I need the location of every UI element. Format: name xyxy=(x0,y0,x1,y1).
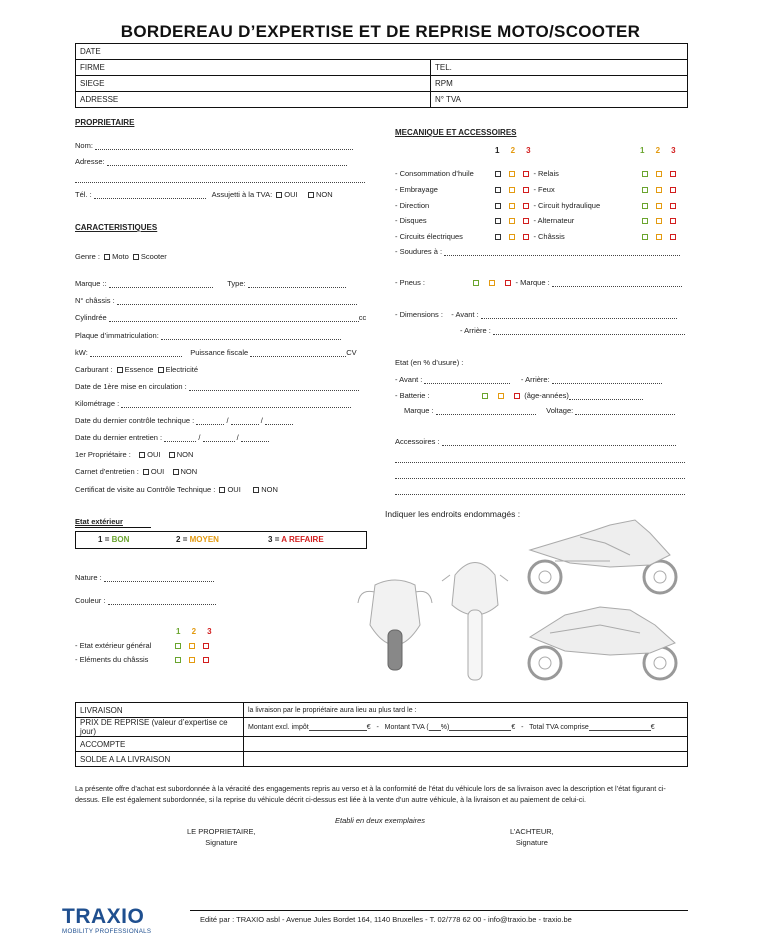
mecanique-left-list xyxy=(395,166,600,245)
tva-non-checkbox[interactable] xyxy=(308,192,314,198)
batterie-3-checkbox[interactable] xyxy=(514,393,520,399)
clause-text: La présente offre d’achat est subordonnée à la véracité des engagements repris au verso et à la conformité de l’état du véhicule lors de sa livraison avec la description et l’état figurant ci-dessus. Elle est également subordonnée, si la reprise du véhicule décrit ci-dessus est liée à la vente d’un autre véhicule, à la livraison et au paiement de celui-ci. xyxy=(75,784,666,804)
moto-checkbox[interactable] xyxy=(104,254,110,260)
oui-label: OUI xyxy=(284,190,298,199)
scooter-label: Scooter xyxy=(140,252,167,261)
rating-2-checkbox[interactable] xyxy=(656,234,662,240)
chassis-input[interactable] xyxy=(117,297,357,305)
premier-non-checkbox[interactable] xyxy=(169,452,175,458)
batterie-label: - Batterie : xyxy=(395,391,430,400)
moto-side-view-bottom-icon xyxy=(529,607,676,679)
accessoires-input-4[interactable] xyxy=(395,487,685,495)
rating-1-checkbox[interactable] xyxy=(495,171,501,177)
mecanique-item-right: - Circuit hydraulique xyxy=(533,200,601,210)
mecanique-item-right: - Feux xyxy=(533,184,555,194)
prix-cell: PRIX DE REPRISE (valeur d’expertise ce jour) xyxy=(76,718,244,737)
rating-3-checkbox[interactable] xyxy=(523,187,529,193)
col-2: 2 xyxy=(655,146,661,155)
assujetti-label: Assujetti à la TVA: xyxy=(211,190,273,199)
rating-2-checkbox[interactable] xyxy=(656,187,662,193)
indiquer-label: Indiquer les endroits endommagés : xyxy=(385,509,521,519)
accessoires-input-3[interactable] xyxy=(395,471,685,479)
date-field[interactable]: DATE xyxy=(76,44,688,60)
usure-arriere-label: - Arrière: xyxy=(520,375,550,384)
rating-1-checkbox[interactable] xyxy=(642,171,648,177)
non-label: NON xyxy=(315,190,333,199)
batterie-marque-input[interactable] xyxy=(436,407,536,415)
tva-oui-checkbox[interactable] xyxy=(276,192,282,198)
etat-general-label: - Etat extérieur général xyxy=(75,641,152,650)
chassis-3-checkbox[interactable] xyxy=(203,657,209,663)
mecanique-right-checkboxes xyxy=(640,166,678,245)
mise-circulation-input[interactable] xyxy=(189,383,359,391)
siege-field[interactable]: SIEGE xyxy=(76,76,431,92)
footer-text: Edité par : TRAXIO asbl - Avenue Jules Bordet 164, 1140 Bruxelles - T. 02/778 62 00 - info@traxio.be - traxio.be xyxy=(200,915,572,924)
age-label: (âge-années) xyxy=(524,391,569,400)
general-3-checkbox[interactable] xyxy=(203,643,209,649)
moto-damage-diagram[interactable] xyxy=(350,515,695,690)
rating-1-checkbox[interactable] xyxy=(495,218,501,224)
mecanique-item-right: - Châssis xyxy=(533,232,565,242)
entretien-label: Date du dernier entretien : xyxy=(75,433,163,442)
chassis-2-checkbox[interactable] xyxy=(189,657,195,663)
oui-label: OUI xyxy=(150,467,165,476)
general-2-checkbox[interactable] xyxy=(189,643,195,649)
marque-input[interactable] xyxy=(109,280,213,288)
rating-1-checkbox[interactable] xyxy=(642,187,648,193)
signature-acheteur[interactable]: L’ACHTEUR, Signature xyxy=(510,827,554,847)
mise-circulation-label: Date de 1ère mise en circulation : xyxy=(75,382,187,391)
essence-checkbox[interactable] xyxy=(117,367,123,373)
rating-3-checkbox[interactable] xyxy=(523,203,529,209)
mecanique-item: - Disques - Alternateur xyxy=(395,216,575,226)
mecanique-item: - Direction - Circuit hydraulique xyxy=(395,200,601,210)
couleur-label: Couleur : xyxy=(75,596,106,605)
scooter-checkbox[interactable] xyxy=(133,254,139,260)
moto-label: Moto xyxy=(112,252,129,261)
batterie-2-checkbox[interactable] xyxy=(498,393,504,399)
firme-field[interactable]: FIRME xyxy=(76,60,431,76)
legend-bon: BON xyxy=(111,535,130,544)
etat-exterieur-heading: Etat extérieur xyxy=(75,517,123,526)
pneus-2-checkbox[interactable] xyxy=(489,280,495,286)
batterie-1-checkbox[interactable] xyxy=(482,393,488,399)
chassis-label: N° châssis : xyxy=(75,296,115,305)
mecanique-item: - Embrayage - Feux xyxy=(395,184,555,194)
rating-3-checkbox[interactable] xyxy=(523,234,529,240)
mecanique-item-right: - Alternateur xyxy=(533,216,575,226)
couleur-input[interactable] xyxy=(108,597,216,605)
rating-1-checkbox[interactable] xyxy=(642,234,648,240)
marque-label: Marque :: xyxy=(75,279,107,288)
certificat-label: Certificat de visite au Contrôle Technique : xyxy=(75,485,216,494)
dimensions-arriere-input[interactable] xyxy=(493,327,685,335)
batterie-marque-label: Marque : xyxy=(404,406,434,415)
non-label: NON xyxy=(261,485,278,494)
general-1-checkbox[interactable] xyxy=(175,643,181,649)
adresse-input-2[interactable] xyxy=(75,175,365,183)
rating-2-checkbox[interactable] xyxy=(656,218,662,224)
rating-3-checkbox[interactable] xyxy=(670,234,676,240)
slash: / xyxy=(260,416,263,425)
rating-2-checkbox[interactable] xyxy=(509,203,515,209)
controle-year[interactable] xyxy=(265,417,293,425)
tel-field[interactable]: TEL. xyxy=(431,60,688,76)
kilometrage-label: Kilométrage : xyxy=(75,399,120,408)
pneus-label: - Pneus : xyxy=(395,278,426,287)
etat-usure-label: Etat (en % d’usure) : xyxy=(395,358,464,367)
age-input[interactable] xyxy=(569,392,643,400)
nature-input[interactable] xyxy=(104,574,214,582)
type-input[interactable] xyxy=(248,280,346,288)
soudures-label: - Soudures à : xyxy=(395,247,443,256)
non-label: NON xyxy=(180,467,198,476)
document-title: BORDEREAU D’EXPERTISE ET DE REPRISE MOTO/SCOOTER xyxy=(120,22,641,41)
rating-legend: 1 = BON 2 = MOYEN 3 = A REFAIRE xyxy=(75,531,367,549)
pneus-3-checkbox[interactable] xyxy=(505,280,511,286)
livraison-cell: LIVRAISON xyxy=(76,703,244,718)
dimensions-avant-input[interactable] xyxy=(481,311,677,319)
soudures-input[interactable] xyxy=(444,248,680,256)
kw-input[interactable] xyxy=(90,349,182,357)
oui-label: OUI xyxy=(147,450,161,459)
essence-label: Essence xyxy=(124,365,154,374)
col-3: 3 xyxy=(671,146,676,155)
cylindree-label: Cylindrée xyxy=(75,313,107,322)
proprietaire-heading: PROPRIETAIRE xyxy=(75,118,135,127)
chassis-1-checkbox[interactable] xyxy=(175,657,181,663)
cylindree-input[interactable] xyxy=(109,314,359,322)
rating-2-checkbox[interactable] xyxy=(509,187,515,193)
accompte-value-cell[interactable] xyxy=(244,737,688,752)
kilometrage-input[interactable] xyxy=(121,400,351,408)
voltage-input[interactable] xyxy=(575,407,675,415)
livraison-date-cell[interactable]: la livraison par le propriétaire aura lieu au plus tard le : xyxy=(244,703,688,718)
etabli-text: Etabli en deux exemplaires xyxy=(335,816,426,825)
kw-label: kW: xyxy=(75,348,88,357)
mecanique-item: - Consommation d’huile - Relais xyxy=(395,169,559,178)
premier-oui-checkbox[interactable] xyxy=(139,452,145,458)
entretien-month[interactable] xyxy=(203,434,235,442)
nom-input[interactable] xyxy=(95,142,353,150)
moto-front-view-icon xyxy=(358,580,432,670)
header-table xyxy=(75,43,688,108)
traxio-logo: TRAXIO MOBILITY PROFESSIONALS xyxy=(62,905,152,935)
slash: / xyxy=(226,416,229,425)
rating-3-checkbox[interactable] xyxy=(670,203,676,209)
entretien-year[interactable] xyxy=(241,434,269,442)
rating-3-checkbox[interactable] xyxy=(670,187,676,193)
rating-1-checkbox[interactable] xyxy=(642,203,648,209)
rating-2-checkbox[interactable] xyxy=(509,171,515,177)
electricite-label: Electricité xyxy=(165,365,199,374)
pneus-1-checkbox[interactable] xyxy=(473,280,479,286)
carburant-label: Carburant : xyxy=(75,365,113,374)
rating-2-checkbox[interactable] xyxy=(656,171,662,177)
rating-3-checkbox[interactable] xyxy=(670,171,676,177)
usure-arriere-input[interactable] xyxy=(552,376,662,384)
moto-side-view-top-icon xyxy=(529,520,676,593)
col-3: 3 xyxy=(526,146,531,155)
rating-2-checkbox[interactable] xyxy=(656,203,662,209)
adresse-label: Adresse: xyxy=(75,157,105,166)
tva-field[interactable]: N° TVA xyxy=(431,92,688,108)
cc-unit: cc xyxy=(358,313,367,322)
controle-day[interactable] xyxy=(196,417,224,425)
accessoires-label: Accessoires : xyxy=(395,437,440,446)
elements-chassis-label: - Eléments du châssis xyxy=(75,655,149,664)
solde-cell: SOLDE A LA LIVRAISON xyxy=(76,752,244,767)
signature-proprietaire[interactable]: LE PROPRIETAIRE, Signature xyxy=(187,827,256,847)
nom-label: Nom: xyxy=(75,141,93,150)
genre-label: Genre : xyxy=(75,252,101,261)
carnet-oui-checkbox[interactable] xyxy=(143,469,149,475)
controle-month[interactable] xyxy=(231,417,259,425)
adresse-input[interactable] xyxy=(107,158,347,166)
accompte-cell: ACCOMPTE xyxy=(76,737,244,752)
carnet-label: Carnet d’entretien : xyxy=(75,467,139,476)
pneus-marque-label: - Marque : xyxy=(515,278,550,287)
rating-1-checkbox[interactable] xyxy=(495,234,501,240)
premier-proprietaire-label: 1er Propriétaire : xyxy=(75,450,131,459)
rpm-field[interactable]: RPM xyxy=(431,76,688,92)
slash: / xyxy=(198,433,201,442)
rating-3-checkbox[interactable] xyxy=(523,171,529,177)
rating-1-checkbox[interactable] xyxy=(495,187,501,193)
col-1: 1 xyxy=(495,146,500,155)
nature-label: Nature : xyxy=(75,573,102,582)
certificat-non-checkbox[interactable] xyxy=(253,487,259,493)
puissance-input[interactable] xyxy=(250,349,346,357)
rating-2-checkbox[interactable] xyxy=(509,234,515,240)
legend-a-refaire: A REFAIRE xyxy=(281,535,324,544)
solde-value-cell[interactable] xyxy=(244,752,688,767)
mecanique-item-right: - Relais xyxy=(533,169,559,178)
moto-rear-view-icon xyxy=(442,563,508,681)
footer-rule xyxy=(190,910,688,911)
accessoires-input[interactable] xyxy=(442,438,676,446)
usure-avant-input[interactable] xyxy=(424,376,510,384)
rating-3-checkbox[interactable] xyxy=(670,218,676,224)
plaque-label: Plaque d’immatriculation: xyxy=(75,331,159,340)
caracteristiques-heading: CARACTERISTIQUES xyxy=(75,223,158,232)
legend-moyen: MOYEN xyxy=(189,535,219,544)
plaque-input[interactable] xyxy=(161,332,341,340)
rating-1-checkbox[interactable] xyxy=(495,203,501,209)
dimensions-label: - Dimensions : xyxy=(395,310,443,319)
voltage-label: Voltage: xyxy=(546,406,574,415)
pneus-marque-input[interactable] xyxy=(552,279,682,287)
controle-label: Date du dernier contrôle technique : xyxy=(75,416,195,425)
rating-3-checkbox[interactable] xyxy=(523,218,529,224)
mecanique-item: - Circuits électriques - Châssis xyxy=(395,232,565,242)
oui-label: OUI xyxy=(227,485,241,494)
heading-underline xyxy=(75,527,151,528)
rating-2-checkbox[interactable] xyxy=(509,218,515,224)
usure-avant-label: - Avant : xyxy=(395,375,423,384)
col-1: 1 xyxy=(640,146,645,155)
slash: / xyxy=(236,433,239,442)
dimensions-arriere-label: - Arrière : xyxy=(460,326,491,335)
rating-1-checkbox[interactable] xyxy=(642,218,648,224)
cv-unit: CV xyxy=(346,348,357,357)
col-2: 2 xyxy=(510,146,516,155)
prix-values-cell[interactable]: Montant excl. impôt € - Montant TVA ( %) € - Total TVA comprise € xyxy=(244,718,688,737)
puissance-label: Puissance fiscale xyxy=(190,348,249,357)
non-label: NON xyxy=(176,450,194,459)
entretien-day[interactable] xyxy=(164,434,196,442)
certificat-oui-checkbox[interactable] xyxy=(219,487,225,493)
accessoires-input-2[interactable] xyxy=(395,455,685,463)
tel-label: Tél. : xyxy=(75,190,92,199)
adresse-field[interactable]: ADRESSE xyxy=(76,92,431,108)
type-label: Type: xyxy=(227,279,246,288)
tel-input[interactable] xyxy=(94,191,206,199)
reprise-table xyxy=(75,702,688,767)
carnet-non-checkbox[interactable] xyxy=(173,469,179,475)
electricite-checkbox[interactable] xyxy=(158,367,164,373)
dimensions-avant-label: - Avant : xyxy=(451,310,479,319)
mecanique-heading: MECANIQUE ET ACCESSOIRES xyxy=(395,128,517,137)
